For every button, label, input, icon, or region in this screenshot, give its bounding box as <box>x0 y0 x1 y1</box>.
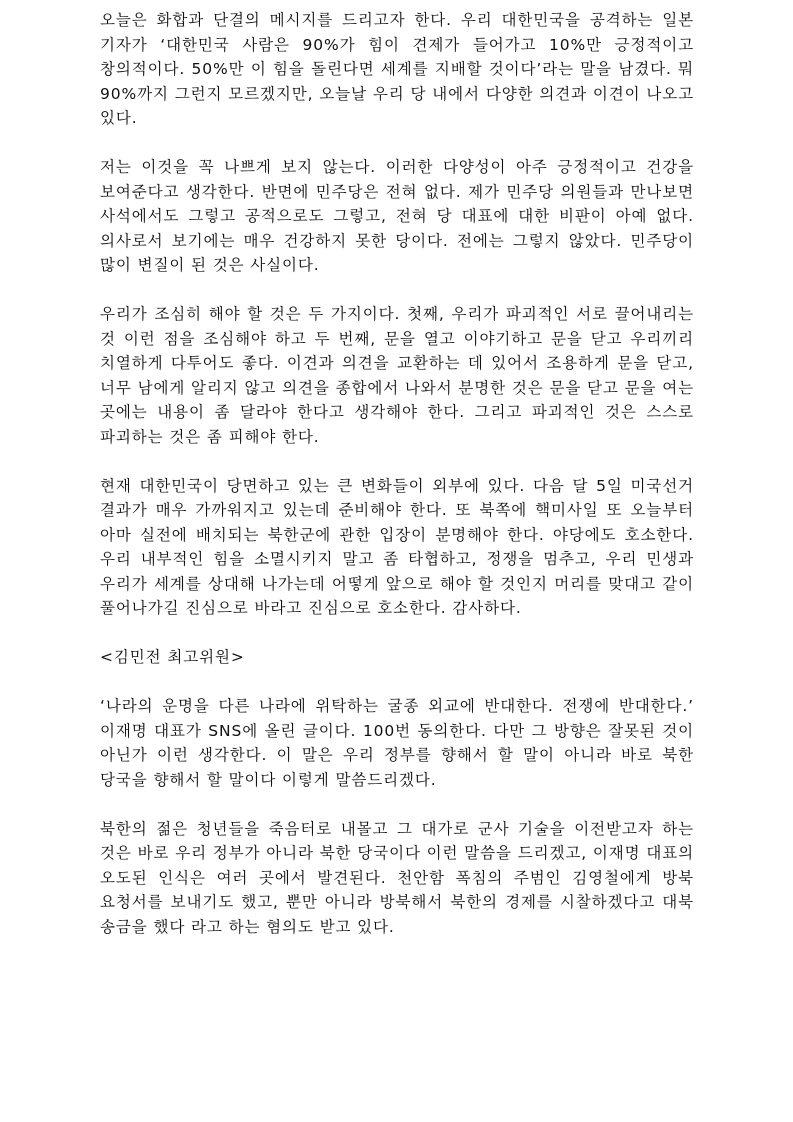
paragraph-6: 북한의 젊은 청년들을 죽음터로 내몰고 그 대가로 군사 기술을 이전받고자 하는 것은 바로 우리 정부가 아니라 북한 당국이다 이런 말씀을 드리겠고, 이재명 대표의 오도된 인식은 여러 곳에서 발견된다. 천안함 폭침의 주범인 김영철에게 방북 요청서를 보내기도 했고, 뿐만 아니라 방북해서 북한의 경제를 시찰하겠다고 대북 송금을 했다 라고 하는 혐의도 받고 있다. <box>100 819 694 936</box>
paragraph-1: 오늘은 화합과 단결의 메시지를 드리고자 한다. 우리 대한민국을 공격하는 일본 기자가 ‘대한민국 사람은 90%가 힘이 견제가 들어가고 10%만 긍정적이고 창의적이다. 50%만 이 힘을 돌린다면 세계를 지배할 것이다’라는 말을 남겼다. 뭐 90%까지 그런지 모르겠지만, 오늘날 우리 당 내에서 다양한 의견과 이견이 나오고 있다. <box>100 11 694 127</box>
paragraph-3: 우리가 조심히 해야 할 것은 두 가지이다. 첫째, 우리가 파괴적인 서로 끌어내리는 것 이런 점을 조심해야 하고 두 번째, 문을 열고 이야기하고 문을 닫고 우리끼리 치열하게 다투어도 좋다. 이견과 의견을 교환하는 데 있어서 조용하게 문을 닫고, 너무 남에게 알리지 않고 의견을 종합에서 나와서 분명한 것은 문을 닫고 문을 여는 곳에는 내용이 좀 달라야 한다고 생각해야 한다. 그리고 파괴적인 것은 스스로 파괴하는 것은 좀 피해야 한다. <box>100 305 694 446</box>
paragraph-5: ‘나라의 운명을 다른 나라에 위탁하는 굴종 외교에 반대한다. 전쟁에 반대한다.’ 이재명 대표가 SNS에 올린 글이다. 100번 동의한다. 다만 그 방향은 잘못된 것이 아닌가 이런 생각한다. 이 말은 우리 정부를 향해서 할 말이 아니라 바로 북한 당국을 향해서 할 말이다 이렇게 말씀드리겠다. <box>100 697 694 789</box>
paragraph-2: 저는 이것을 꼭 나쁘게 보지 않는다. 이러한 다양성이 아주 긍정적이고 건강을 보여준다고 생각한다. 반면에 민주당은 전혀 없다. 제가 민주당 의원들과 만나보면 사석에서도 그렇고 공적으로도 그렇고, 전혀 당 대표에 대한 비판이 아예 없다. 의사로서 보기에는 매우 건강하지 못한 당이다. 전에는 그렇지 않았다. 민주당이 많이 변질이 된 것은 사실이다. <box>100 158 694 274</box>
speaker-heading: <김민전 최고위원> <box>100 648 245 666</box>
document-page <box>100 8 694 964</box>
paragraph-4: 현재 대한민국이 당면하고 있는 큰 변화들이 외부에 있다. 다음 달 5일 미국선거 결과가 매우 가까워지고 있는데 준비해야 한다. 또 북쪽에 핵미사일 또 오늘부터 아마 실전에 배치되는 북한군에 관한 입장이 분명해야 한다. 야당에도 호소한다. 우리 내부적인 힘을 소멸시키지 말고 좀 타협하고, 정쟁을 멈추고, 우리 민생과 우리가 세계를 상대해 나가는데 어떻게 앞으로 해야 할 것인지 머리를 맞대고 같이 풀어나가길 진심으로 바라고 진심으로 호소한다. 감사하다. <box>100 476 694 617</box>
